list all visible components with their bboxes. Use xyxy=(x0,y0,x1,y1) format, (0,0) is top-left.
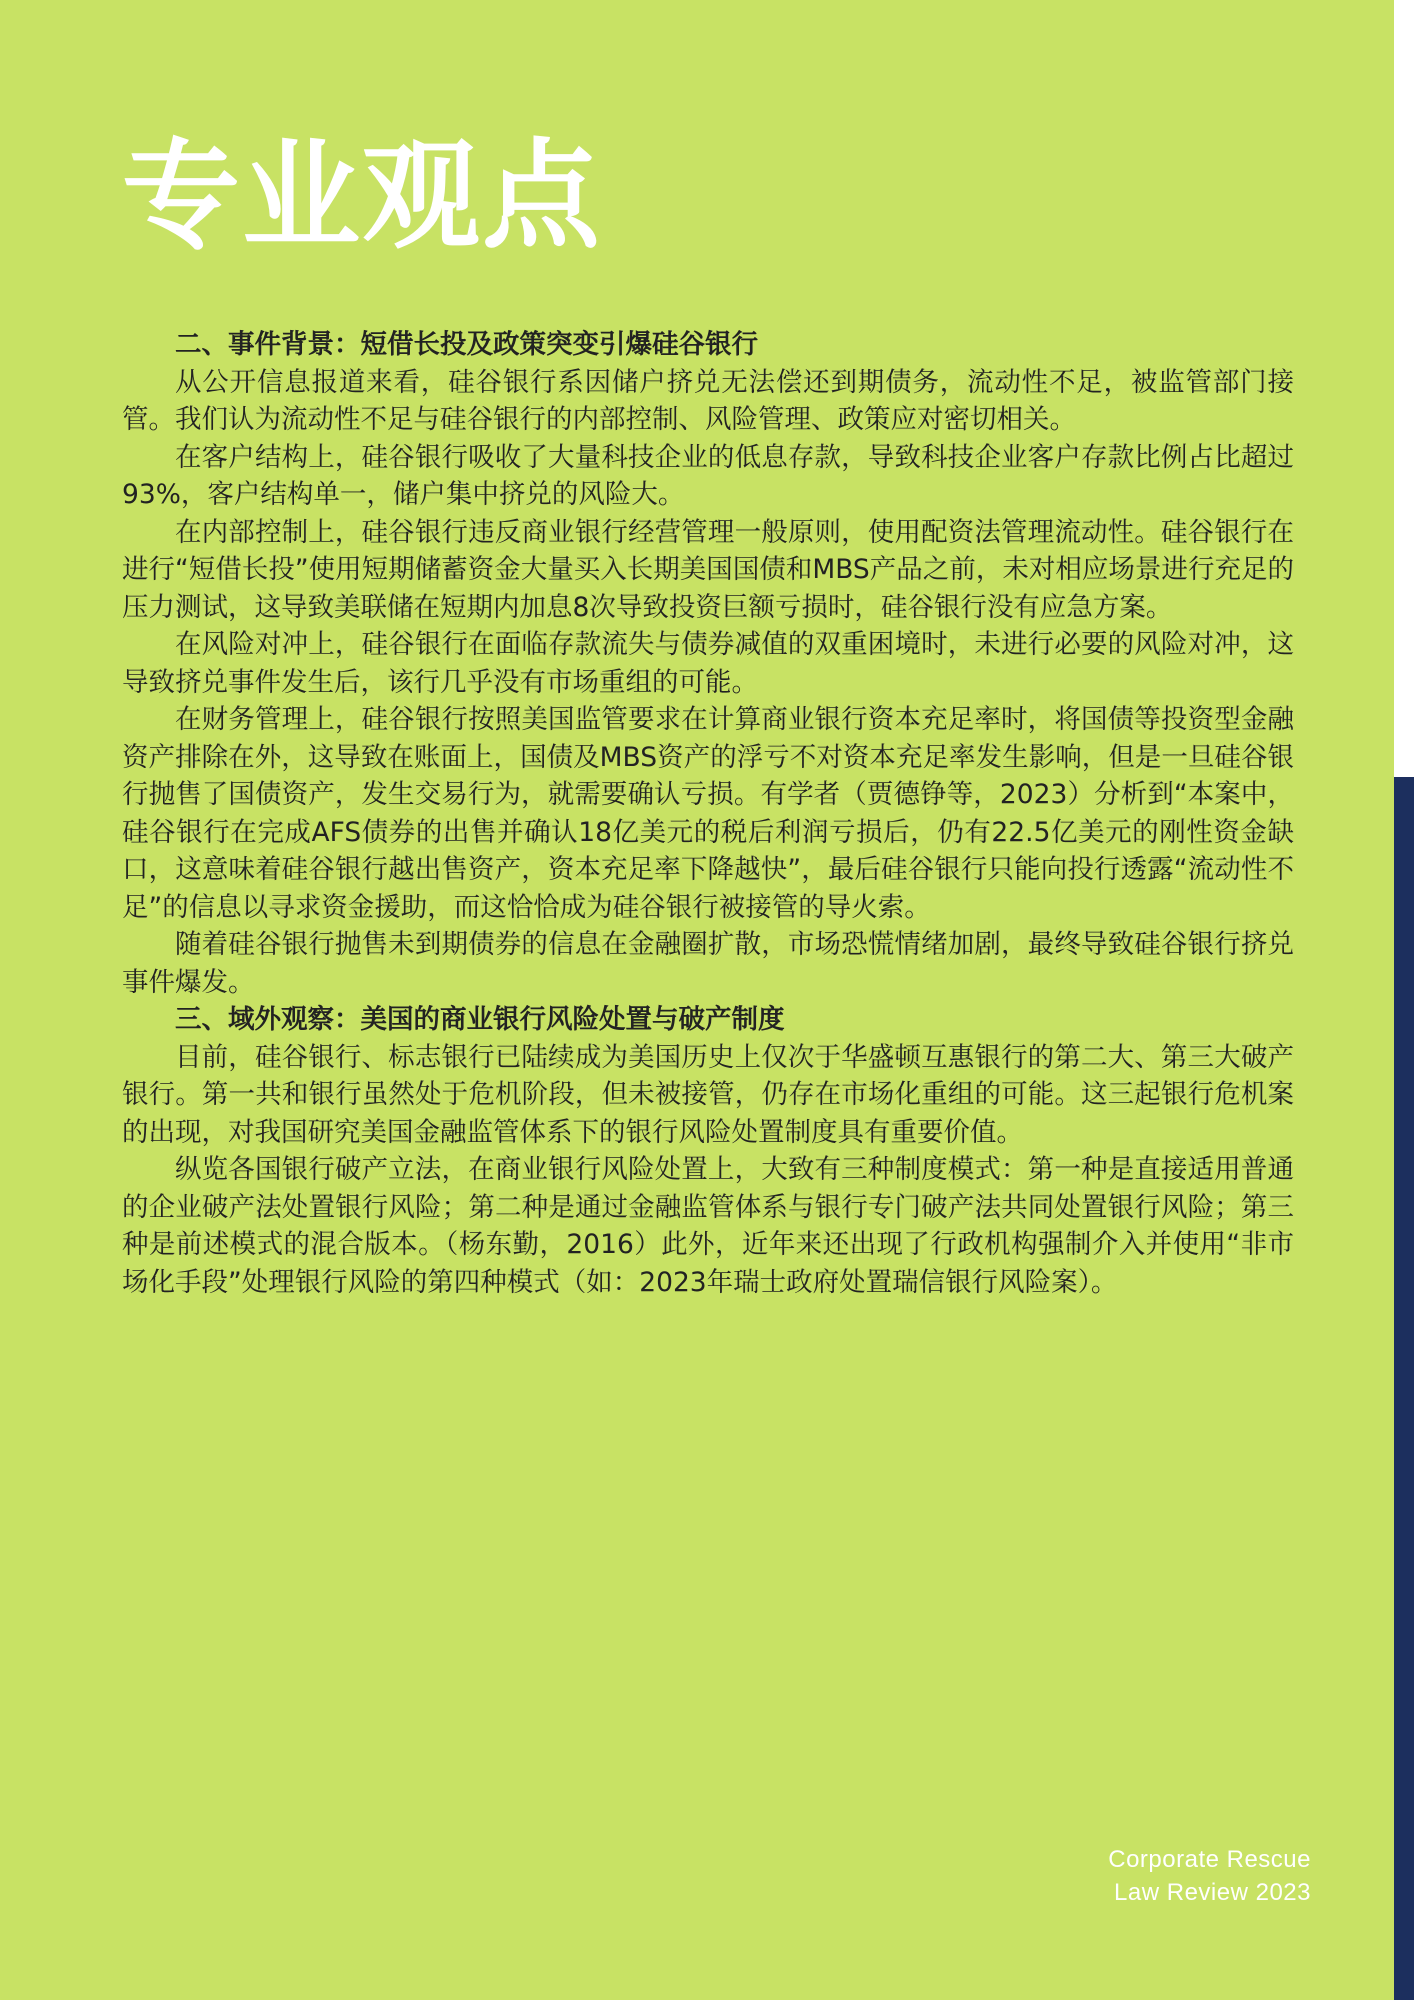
page-title: 专业观点 xyxy=(122,127,603,265)
footer-line-2: Law Review 2023 xyxy=(1114,1879,1311,1906)
paragraph: 在内部控制上，硅谷银行违反商业银行经营管理一般原则，使用配资法管理流动性。硅谷银行在进行“短借长投”使用短期储蓄资金大量买入长期美国国债和MBS产品之前，未对相应场景进行充足的压力测试，这导致美联储在短期内加息8次导致投资巨额亏损时，硅谷银行没有应急方案。 xyxy=(122,516,1294,623)
paragraph: 从公开信息报道来看，硅谷银行系因储户挤兑无法偿还到期债务，流动性不足，被监管部门接管。我们认为流动性不足与硅谷银行的内部控制、风险管理、政策应对密切相关。 xyxy=(122,366,1294,435)
section-heading-background: 二、事件背景：短借长投及政策突变引爆硅谷银行 xyxy=(175,329,758,360)
footer-line-1: Corporate Rescue xyxy=(1108,1846,1311,1873)
paragraph: 目前，硅谷银行、标志银行已陆续成为美国历史上仅次于华盛顿互惠银行的第二大、第三大破产银行。第一共和银行虽然处于危机阶段，但未被接管，仍存在市场化重组的可能。这三起银行危机案的出现，对我国研究美国金融监管体系下的银行风险处置制度具有重要价值。 xyxy=(122,1041,1294,1148)
paragraph: 随着硅谷银行抛售未到期债券的信息在金融圈扩散，市场恐慌情绪加剧，最终导致硅谷银行挤兑事件爆发。 xyxy=(122,929,1294,998)
paragraph: 纵览各国银行破产立法，在商业银行风险处置上，大致有三种制度模式：第一种是直接适用普通的企业破产法处置银行风险；第二种是通过金融监管体系与银行专门破产法共同处置银行风险；第三种是前述模式的混合版本。（杨东勤，2016）此外，近年来还出现了行政机构强制介入并使用“非市场化手段”处理银行风险的第四种模式（如：2023年瑞士政府处置瑞信银行风险案）。 xyxy=(122,1154,1294,1298)
footer-publication xyxy=(1108,1843,1311,1909)
paragraph: 在财务管理上，硅谷银行按照美国监管要求在计算商业银行资本充足率时，将国债等投资型金融资产排除在外，这导致在账面上，国债及MBS资产的浮亏不对资本充足率发生影响，但是一旦硅谷银行抛售了国债资产，发生交易行为，就需要确认亏损。有学者（贾德铮等，2023）分析到“本案中，硅谷银行在完成AFS债券的出售并确认18亿美元的税后利润亏损后，仍有22.5亿美元的刚性资金缺口，这意味着硅谷银行越出售资产，资本充足率下降越快”，最后硅谷银行只能向投行透露“流动性不足”的信息以寻求资金援助，而这恰恰成为硅谷银行被接管的导火索。 xyxy=(122,704,1294,923)
paragraph: 在风险对冲上，硅谷银行在面临存款流失与债券减值的双重困境时，未进行必要的风险对冲，这导致挤兑事件发生后，该行几乎没有市场重组的可能。 xyxy=(122,629,1294,698)
side-strip-accent xyxy=(1394,777,1414,2000)
article-body xyxy=(122,326,1294,1301)
paragraph: 在客户结构上，硅谷银行吸收了大量科技企业的低息存款，导致科技企业客户存款比例占比超过93%，客户结构单一，储户集中挤兑的风险大。 xyxy=(122,441,1294,510)
side-strip-top xyxy=(1394,0,1414,777)
section-heading-observation: 三、域外观察：美国的商业银行风险处置与破产制度 xyxy=(175,1004,785,1035)
